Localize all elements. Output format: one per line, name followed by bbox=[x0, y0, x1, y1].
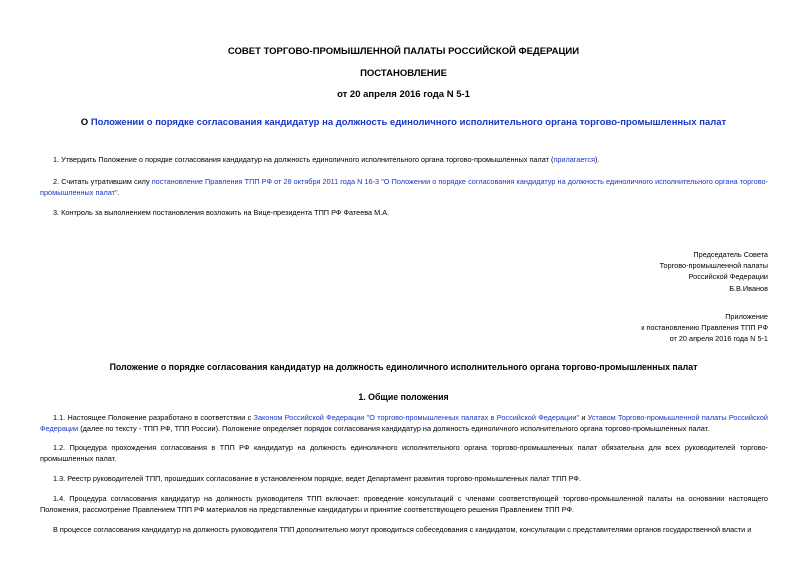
section-1-heading: 1. Общие положения bbox=[358, 392, 449, 402]
point-3-text: 3. Контроль за выполнением постановления возложить на Вице-президента ТПП РФ Фатеева М.А. bbox=[53, 208, 390, 217]
point-2-text-a: 2. Считать утратившим силу bbox=[53, 177, 152, 186]
document-date: от 20 апреля 2016 года N 5-1 bbox=[337, 89, 470, 100]
paragraph-1-1-mid: и bbox=[579, 413, 588, 422]
signature-block bbox=[660, 249, 768, 294]
point-1-text-a: 1. Утвердить Положение о порядке согласования кандидатур на должность единоличного исполнительного органа торгово-промышленных палат ( bbox=[53, 155, 554, 164]
document-type: ПОСТАНОВЛЕНИЕ bbox=[360, 68, 447, 79]
appendix-line-3: от 20 апреля 2016 года N 5-1 bbox=[669, 334, 768, 344]
paragraph-1-4 bbox=[40, 493, 768, 515]
law-link[interactable]: Законом Российской Федерации "О торгово-промышленных палатах в Российской Федерации" bbox=[253, 413, 580, 422]
paragraph-1-4-text: 1.4. Процедура согласования кандидатур на должность руководителя ТПП включает: проведение консультаций с членами соответствующей торгово-промышленной палаты на основании настоящего Положения, рассмотрение Правлением ТПП РФ материалов на представленные кандидатуры и принятие соответствующего решения Правлением ТПП РФ. bbox=[40, 494, 768, 514]
point-1 bbox=[40, 154, 768, 165]
subject-link[interactable]: Положении о порядке согласования кандидатур на должность единоличного исполнительного органа торгово-промышленных палат bbox=[90, 117, 727, 128]
point-2-link[interactable]: постановление Правления ТПП РФ от 28 октября 2011 года N 16-3 "О Положении о порядке согласования кандидатур на должность единоличного исполнительного органа торгово-промышленных палат" bbox=[40, 177, 768, 197]
paragraph-1-1-text-b: (далее по тексту - ТПП РФ, ТПП России). Положение определяет порядок согласования кандидатур на должность единоличного исполнительного органа торгово-промышленных палат. bbox=[78, 424, 710, 433]
appendix-line-1: Приложение bbox=[725, 312, 768, 321]
point-1-text-b: ). bbox=[595, 155, 600, 164]
signature-line-2: Торгово-промышленной палаты bbox=[659, 261, 768, 271]
point-3 bbox=[40, 207, 768, 218]
point-1-link[interactable]: прилагается bbox=[553, 155, 596, 164]
signature-line-4: Б.В.Иванов bbox=[729, 283, 768, 293]
paragraph-1-2-text: 1.2. Процедура прохождения согласования в ТПП РФ кандидатур на должность единоличного исполнительного органа торгово-промышленных палат обязательна для всех руководителей торгово-промышленных палат. bbox=[40, 443, 768, 463]
organization-heading: СОВЕТ ТОРГОВО-ПРОМЫШЛЕННОЙ ПАЛАТЫ РОССИЙСКОЙ ФЕДЕРАЦИИ bbox=[227, 46, 580, 57]
paragraph-1-1-text-a: 1.1. Настоящее Положение разработано в соответствии с bbox=[53, 413, 254, 422]
appendix-line-2: к постановлению Правления ТПП РФ bbox=[641, 323, 768, 333]
point-2 bbox=[40, 176, 768, 198]
paragraph-1-3-text: 1.3. Реестр руководителей ТПП, прошедших согласование в установленном порядке, ведет Департамент развития торгово-промышленных палат ТПП РФ. bbox=[53, 474, 581, 483]
document-subject bbox=[0, 117, 807, 128]
paragraph-1-1 bbox=[40, 412, 768, 434]
paragraph-1-2 bbox=[40, 442, 768, 464]
regulation-title: Положение о порядке согласования кандидатур на должность единоличного исполнительного органа торгово-промышленных палат bbox=[109, 362, 698, 372]
signature-line-3: Российской Федерации bbox=[688, 272, 768, 282]
paragraph-1-5 bbox=[40, 524, 768, 535]
appendix-block bbox=[641, 311, 768, 345]
paragraph-1-3 bbox=[40, 473, 768, 484]
signature-line-1: Председатель Совета bbox=[693, 250, 768, 259]
paragraph-1-5-text: В процессе согласования кандидатур на должность руководителя ТПП дополнительно могут проводиться собеседования с кандидатом, консультации с представителями органов государственной власти и bbox=[53, 525, 752, 534]
subject-prefix: О bbox=[80, 117, 91, 128]
point-2-text-b: . bbox=[117, 188, 120, 197]
charter-link[interactable]: Уставом Торгово-промышленной палаты Российской Федерации bbox=[40, 413, 769, 433]
